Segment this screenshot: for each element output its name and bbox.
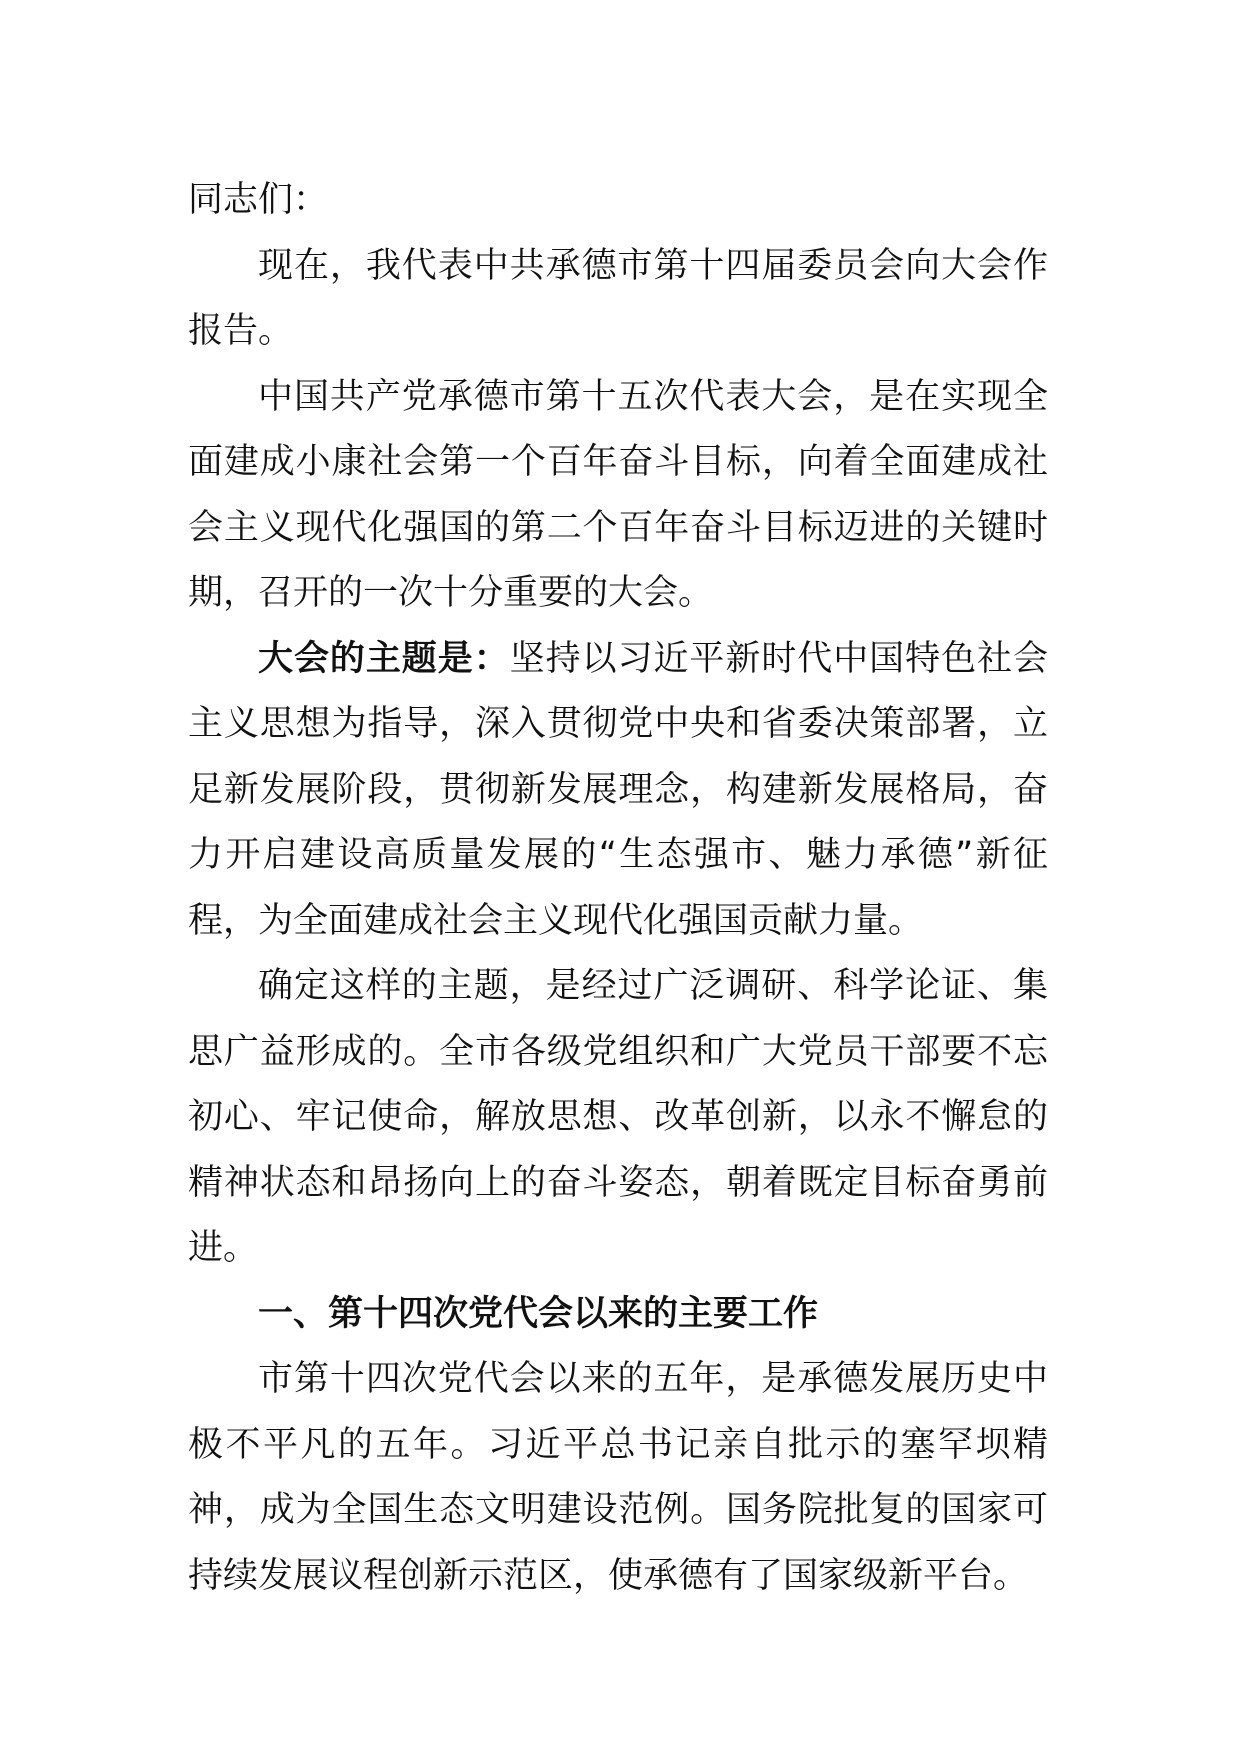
paragraph-congress-context: 中国共产党承德市第十五次代表大会，是在实现全面建成小康社会第一个百年奋斗目标，向着全面建成社会主义现代化强国的第二个百年奋斗目标迈进的关键时期，召开的一次十分重要的大会。 [188, 376, 1048, 613]
document-body [188, 168, 1048, 1609]
section-heading: 一、第十四次党代会以来的主要工作 [258, 1293, 819, 1334]
paragraph-theme [188, 627, 1048, 955]
paragraph-five-years: 市第十四次党代会以来的五年，是承德发展历史中极不平凡的五年。习近平总书记亲自批示的塞罕坝精神，成为全国生态文明建设范例。国务院批复的国家可持续发展议程创新示范区，使承德有了国家级新平台。 [188, 1359, 1048, 1596]
salutation: 同志们： [188, 180, 329, 220]
paragraph-opening: 现在，我代表中共承德市第十四届委员会向大会作报告。 [188, 245, 1048, 351]
paragraph-theme-rationale: 确定这样的主题，是经过广泛调研、科学论证、集思广益形成的。全市各级党组织和广大党员干部要不忘初心、牢记使命，解放思想、改革创新，以永不懈怠的精神状态和昂扬向上的奋斗姿态，朝着既定目标奋勇前进。 [188, 966, 1048, 1268]
theme-body: 坚持以习近平新时代中国特色社会主义思想为指导，深入贯彻党中央和省委决策部署，立足新发展阶段，贯彻新发展理念，构建新发展格局，奋力开启建设高质量发展的“生态强市、魅力承德”新征程，为全面建成社会主义现代化强国贡献力量。 [188, 638, 1048, 941]
theme-lead: 大会的主题是： [258, 638, 510, 679]
